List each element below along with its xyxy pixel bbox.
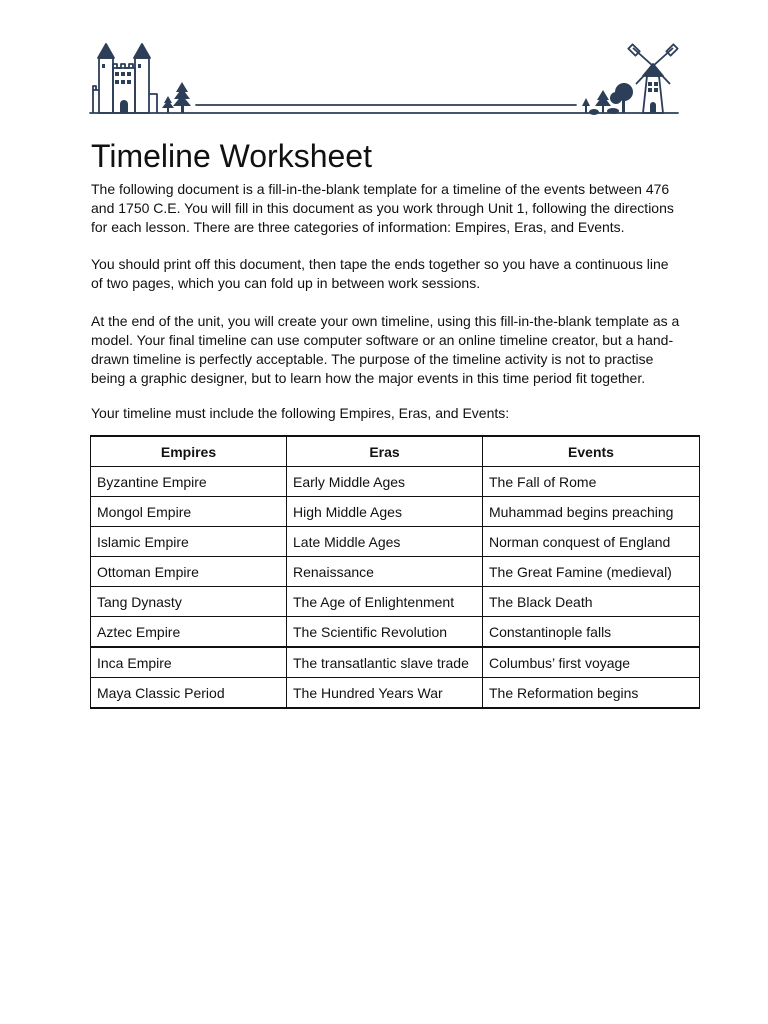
- print-instructions-paragraph: You should print off this document, then tape the ends together so you have a continuous line of two pages, which you can fold up in between work sessions.: [91, 256, 669, 291]
- event-cell: The Black Death: [483, 587, 700, 617]
- page-title: Timeline Worksheet: [91, 138, 372, 174]
- empire-cell: Ottoman Empire: [91, 557, 287, 587]
- event-cell: The Reformation begins: [483, 678, 700, 709]
- event-cell: The Fall of Rome: [483, 467, 700, 497]
- era-cell: The Scientific Revolution: [287, 617, 483, 648]
- era-cell: The Age of Enlightenment: [287, 587, 483, 617]
- topics-table: [90, 435, 700, 709]
- table-row: [91, 467, 700, 497]
- requirements-paragraph: Your timeline must include the following Empires, Eras, and Events:: [91, 405, 510, 421]
- tree-icon: [162, 82, 191, 113]
- era-cell: High Middle Ages: [287, 497, 483, 527]
- column-header-events: Events: [483, 436, 700, 467]
- event-cell: The Great Famine (medieval): [483, 557, 700, 587]
- empire-cell: Islamic Empire: [91, 527, 287, 557]
- topics-table-container: [90, 435, 699, 709]
- tree-icon: [582, 83, 633, 115]
- table-row: [91, 647, 700, 678]
- header-illustration: [86, 40, 682, 122]
- table-row: [91, 617, 700, 648]
- empire-cell: Tang Dynasty: [91, 587, 287, 617]
- empire-cell: Aztec Empire: [91, 617, 287, 648]
- table-row: [91, 678, 700, 709]
- event-cell: Muhammad begins preaching: [483, 497, 700, 527]
- empire-cell: Inca Empire: [91, 647, 287, 678]
- table-header-row: [91, 436, 700, 467]
- final-timeline-paragraph: At the end of the unit, you will create your own timeline, using this fill-in-the-blank template as a model. Your final timeline can use computer software or an online timeline creator, but a hand-drawn timeline is perfectly acceptable. The purpose of the timeline activity is not to practise being a graphic designer, but to learn how the major events in this time period fit together.: [91, 313, 680, 386]
- empire-cell: Mongol Empire: [91, 497, 287, 527]
- event-cell: Constantinople falls: [483, 617, 700, 648]
- table-row: [91, 497, 700, 527]
- era-cell: Renaissance: [287, 557, 483, 587]
- empire-cell: Maya Classic Period: [91, 678, 287, 709]
- table-row: [91, 527, 700, 557]
- column-header-empires: Empires: [91, 436, 287, 467]
- table-row: [91, 557, 700, 587]
- empire-cell: Byzantine Empire: [91, 467, 287, 497]
- era-cell: The Hundred Years War: [287, 678, 483, 709]
- event-cell: Norman conquest of England: [483, 527, 700, 557]
- era-cell: Early Middle Ages: [287, 467, 483, 497]
- table-row: [91, 587, 700, 617]
- event-cell: Columbus’ first voyage: [483, 647, 700, 678]
- era-cell: Late Middle Ages: [287, 527, 483, 557]
- intro-paragraph: The following document is a fill-in-the-blank template for a timeline of the events between 476 and 1750 C.E. You will fill in this document as you work through Unit 1, following the directions for each lesson. There are three categories of information: Empires, Eras, and Events.: [91, 181, 674, 235]
- era-cell: The transatlantic slave trade: [287, 647, 483, 678]
- column-header-eras: Eras: [287, 436, 483, 467]
